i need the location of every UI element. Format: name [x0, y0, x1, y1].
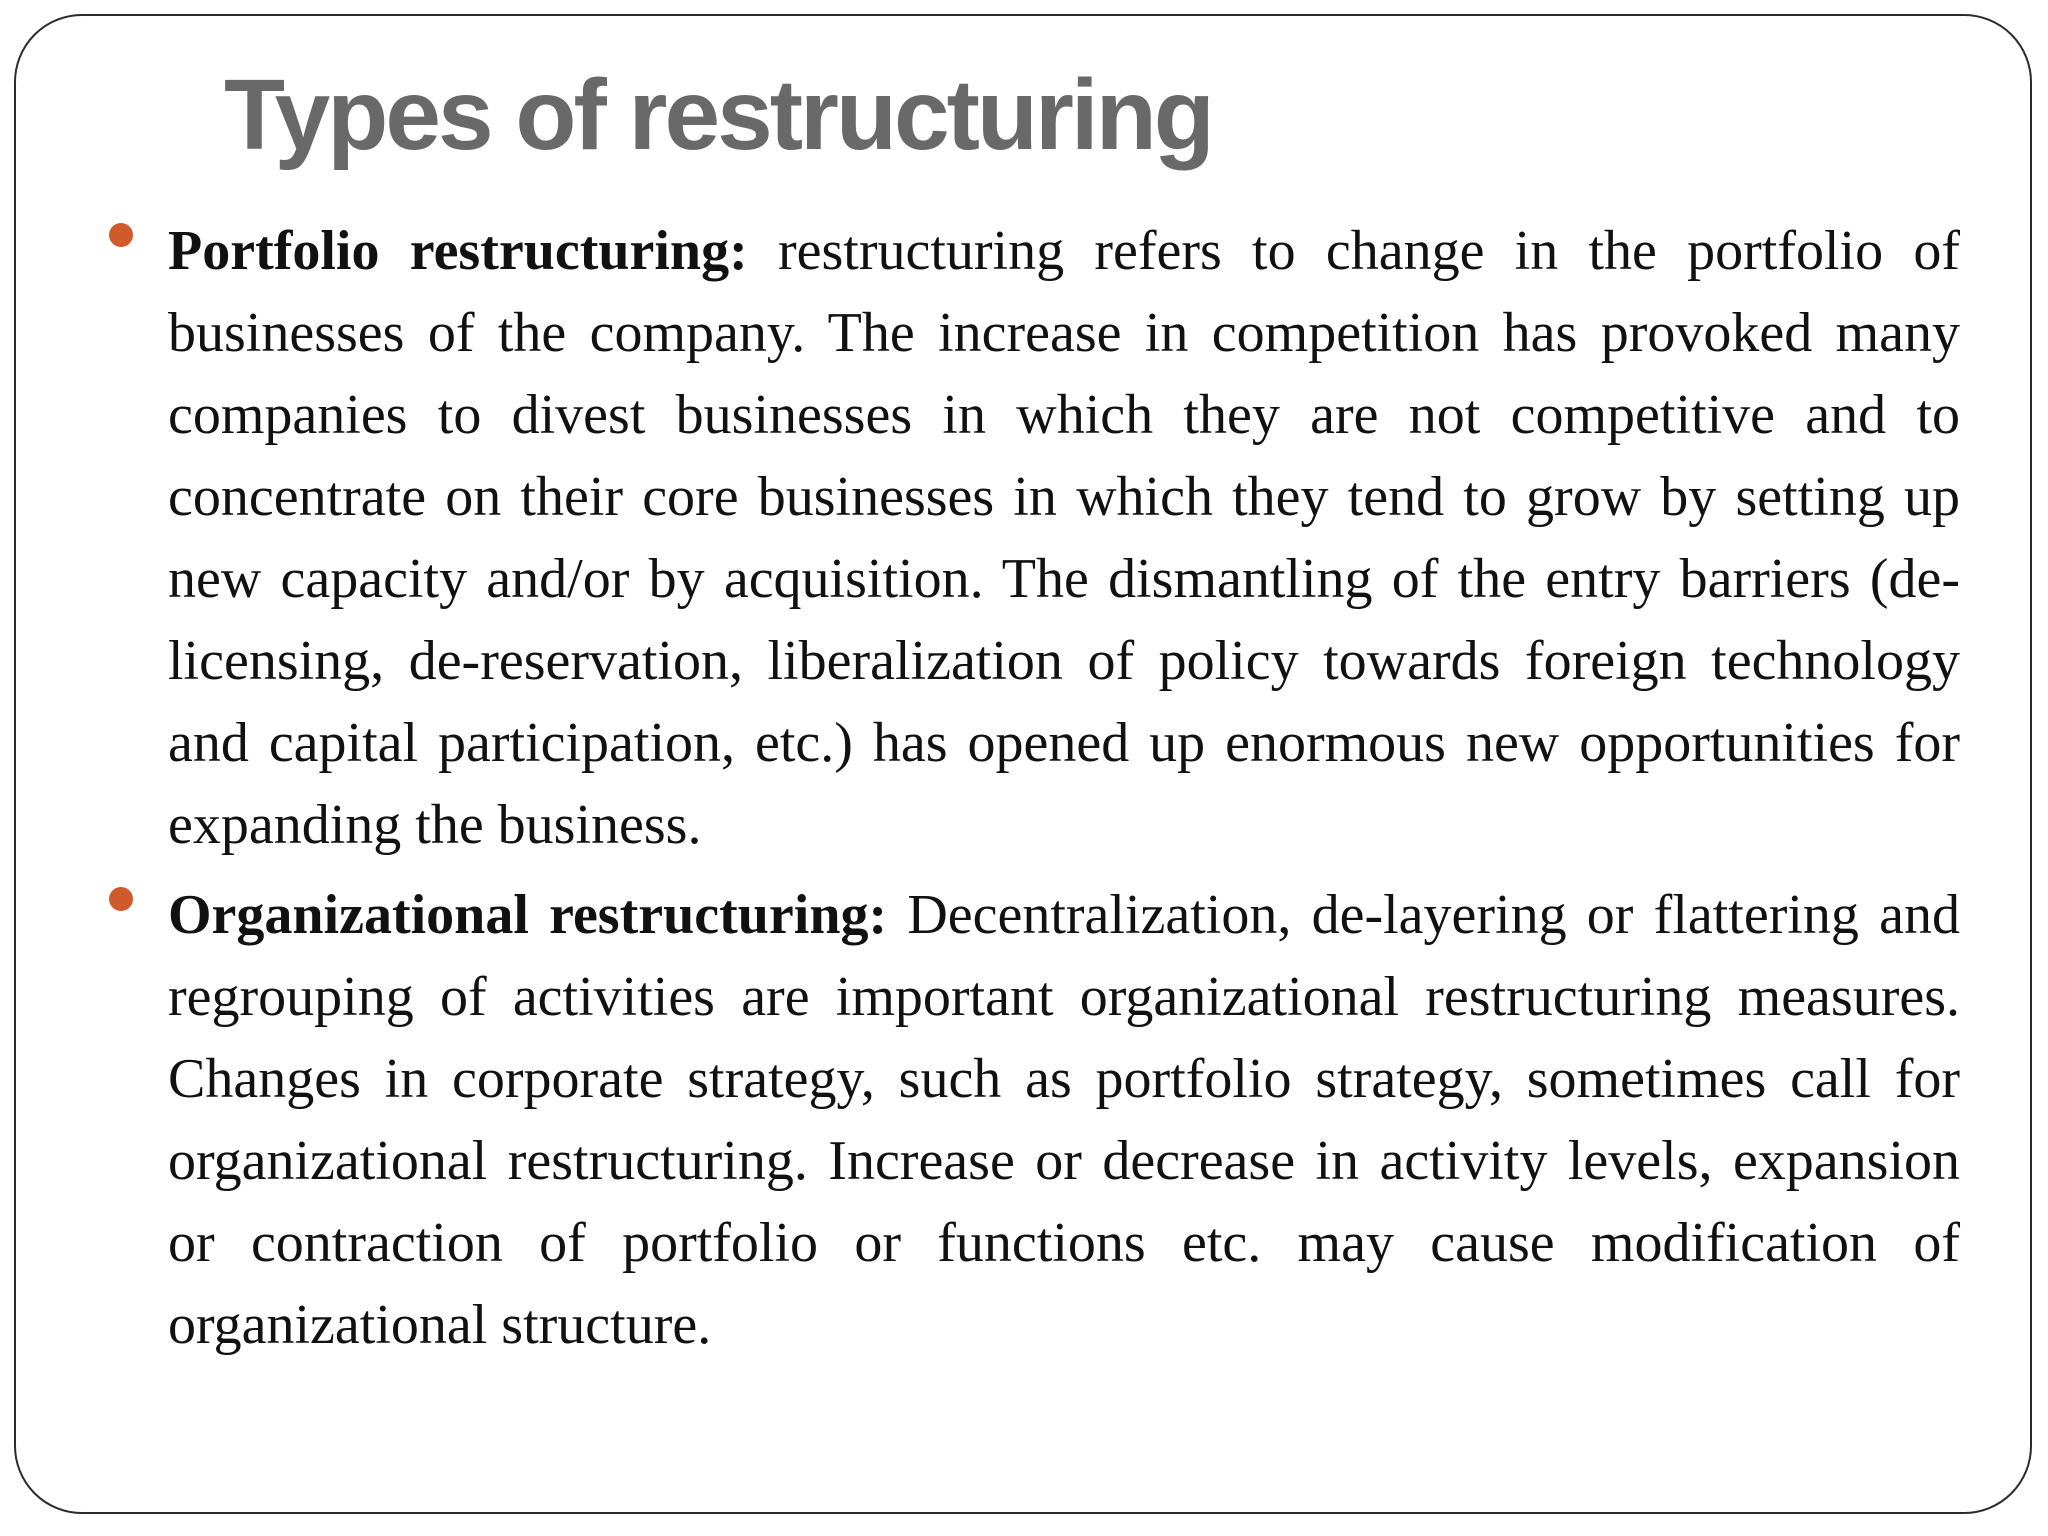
bullet-dot-icon	[109, 223, 133, 247]
bullet-list	[168, 210, 1960, 1374]
slide-title: Types of restructuring	[224, 59, 1212, 171]
bullet-term: Organizational restructuring:	[168, 884, 888, 946]
bullet-term: Portfolio restructuring:	[168, 220, 748, 282]
bullet-item-organizational-restructuring	[168, 874, 1960, 1366]
bullet-text: Decentralization, de-layering or flattering and regrouping of activities are important organizational restructuring measures. Changes in corporate strategy, such as portfolio strategy, sometimes call for organizational restructuring. Increase or decrease in activity levels, expansion or contraction of portfolio or functions etc. may cause modification of organizational structure.	[168, 884, 1960, 1356]
bullet-item-portfolio-restructuring	[168, 210, 1960, 866]
bullet-text: restructuring refers to change in the portfolio of businesses of the company. The increase in competition has provoked many companies to divest businesses in which they are not competitive and to concentrate on their core businesses in which they tend to grow by setting up new capacity and/or by acquisition. The dismantling of the entry barriers (de-licensing, de-reservation, liberalization of policy towards foreign technology and capital participation, etc.) has opened up enormous new opportunities for expanding the business.	[168, 220, 1961, 856]
bullet-dot-icon	[109, 887, 133, 911]
